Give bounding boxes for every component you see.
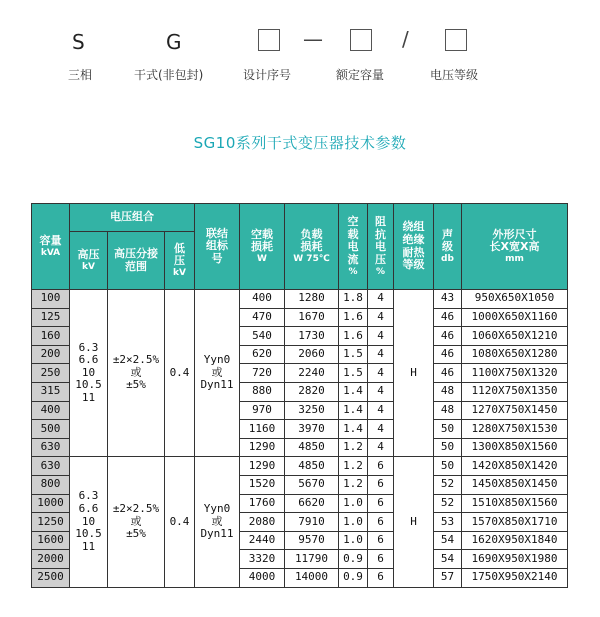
cell-noise: 46 (434, 327, 462, 346)
cell-dimensions: 1100X750X1320 (462, 364, 568, 383)
cell-capacity: 160 (32, 327, 70, 346)
header-load-loss (285, 204, 339, 290)
cell-no-load-loss: 1160 (240, 420, 285, 439)
cell-capacity: 200 (32, 345, 70, 364)
header-lv (165, 232, 195, 290)
cell-load-loss: 1730 (285, 327, 339, 346)
cell-dimensions: 1280X750X1530 (462, 420, 568, 439)
header-dimensions-label: 外形尺寸 (492, 227, 537, 241)
header-no-load-loss (240, 204, 285, 290)
cell-no-load-current: 1.2 (339, 457, 368, 476)
header-noise-label: 声级 (442, 227, 453, 254)
cell-tap-range: ±2×2.5% 或 ±5% (108, 457, 165, 587)
cell-load-loss: 2240 (285, 364, 339, 383)
cell-no-load-current: 1.6 (339, 308, 368, 327)
cell-dimensions: 950X650X1050 (462, 290, 568, 309)
cell-noise: 48 (434, 382, 462, 401)
cell-impedance: 4 (368, 327, 394, 346)
header-dimensions-sub: 长X宽X高 (489, 240, 540, 254)
code-label-design-number: 设计序号 (243, 68, 292, 82)
model-code-legend (0, 0, 600, 95)
cell-no-load-current: 1.4 (339, 401, 368, 420)
cell-hv-voltages: 6.3 6.6 10 10.5 11 (70, 457, 108, 587)
cell-capacity: 1000 (32, 494, 70, 513)
cell-load-loss: 3250 (285, 401, 339, 420)
cell-impedance: 4 (368, 308, 394, 327)
cell-impedance: 4 (368, 438, 394, 457)
cell-lv: 0.4 (165, 457, 195, 587)
cell-noise: 50 (434, 420, 462, 439)
header-load-loss-label: 负载损耗 (300, 227, 323, 254)
code-label-voltage-class: 电压等级 (430, 68, 479, 82)
header-impedance-label: 阻抗电压 (375, 215, 386, 266)
code-letter-s: S (72, 30, 85, 54)
cell-impedance: 6 (368, 494, 394, 513)
header-connection (195, 204, 240, 290)
header-connection-label: 联结组标号 (206, 226, 228, 265)
cell-impedance: 6 (368, 531, 394, 550)
cell-impedance: 4 (368, 401, 394, 420)
cell-no-load-loss: 620 (240, 345, 285, 364)
code-separator-slash: / (402, 27, 409, 51)
cell-connection: Yyn0 或 Dyn11 (195, 290, 240, 457)
cell-dimensions: 1270X750X1450 (462, 401, 568, 420)
cell-impedance: 6 (368, 475, 394, 494)
cell-no-load-loss: 540 (240, 327, 285, 346)
cell-insulation: H (394, 457, 434, 587)
cell-impedance: 4 (368, 290, 394, 309)
cell-no-load-loss: 470 (240, 308, 285, 327)
cell-no-load-loss: 1760 (240, 494, 285, 513)
cell-no-load-current: 1.0 (339, 494, 368, 513)
header-impedance (368, 204, 394, 290)
cell-load-loss: 14000 (285, 568, 339, 587)
cell-noise: 52 (434, 494, 462, 513)
code-box-design-number (258, 29, 280, 51)
header-voltage-group: 电压组合 (70, 204, 195, 232)
cell-noise: 53 (434, 513, 462, 532)
cell-load-loss: 5670 (285, 475, 339, 494)
cell-capacity: 100 (32, 290, 70, 309)
code-box-voltage (445, 29, 467, 51)
cell-impedance: 6 (368, 457, 394, 476)
cell-impedance: 6 (368, 550, 394, 569)
cell-no-load-current: 0.9 (339, 550, 368, 569)
header-no-load-current-unit: % (348, 266, 358, 277)
cell-capacity: 1600 (32, 531, 70, 550)
cell-capacity: 1250 (32, 513, 70, 532)
code-letter-g: G (166, 30, 182, 54)
cell-capacity: 400 (32, 401, 70, 420)
header-noise (434, 204, 462, 290)
cell-impedance: 4 (368, 364, 394, 383)
cell-noise: 57 (434, 568, 462, 587)
cell-no-load-current: 1.6 (339, 327, 368, 346)
header-lv-label: 低压 (174, 241, 185, 268)
cell-dimensions: 1510X850X1560 (462, 494, 568, 513)
cell-no-load-loss: 2080 (240, 513, 285, 532)
header-no-load-current (339, 204, 368, 290)
cell-capacity: 315 (32, 382, 70, 401)
header-no-load-current-label: 空载电流 (347, 215, 359, 266)
cell-noise: 48 (434, 401, 462, 420)
cell-no-load-loss: 880 (240, 382, 285, 401)
cell-load-loss: 1670 (285, 308, 339, 327)
cell-load-loss: 2060 (285, 345, 339, 364)
cell-no-load-loss: 970 (240, 401, 285, 420)
cell-noise: 50 (434, 457, 462, 476)
cell-dimensions: 1570X850X1710 (462, 513, 568, 532)
table-row (32, 457, 568, 476)
header-hv-unit: kV (82, 261, 95, 272)
cell-noise: 50 (434, 438, 462, 457)
cell-impedance: 6 (368, 568, 394, 587)
header-insulation (394, 204, 434, 290)
cell-no-load-current: 1.0 (339, 513, 368, 532)
header-capacity-label: 容量 (39, 234, 62, 247)
cell-capacity: 125 (32, 308, 70, 327)
cell-load-loss: 2820 (285, 382, 339, 401)
cell-no-load-loss: 1520 (240, 475, 285, 494)
cell-capacity: 250 (32, 364, 70, 383)
cell-dimensions: 1120X750X1350 (462, 382, 568, 401)
table-title: SG10系列干式变压器技术参数 (193, 134, 407, 152)
header-no-load-loss-label: 空载损耗 (251, 227, 273, 254)
cell-impedance: 6 (368, 513, 394, 532)
code-label-dry-type: 干式(非包封) (134, 68, 204, 82)
cell-dimensions: 1750X950X2140 (462, 568, 568, 587)
cell-connection: Yyn0 或 Dyn11 (195, 457, 240, 587)
cell-dimensions: 1420X850X1420 (462, 457, 568, 476)
cell-noise: 54 (434, 550, 462, 569)
cell-capacity: 630 (32, 438, 70, 457)
cell-no-load-loss: 1290 (240, 438, 285, 457)
cell-impedance: 4 (368, 345, 394, 364)
cell-no-load-loss: 2440 (240, 531, 285, 550)
cell-noise: 46 (434, 364, 462, 383)
cell-no-load-loss: 4000 (240, 568, 285, 587)
cell-noise: 52 (434, 475, 462, 494)
cell-no-load-current: 1.5 (339, 364, 368, 383)
cell-insulation: H (394, 290, 434, 457)
cell-dimensions: 1620X950X1840 (462, 531, 568, 550)
cell-tap-range: ±2×2.5% 或 ±5% (108, 290, 165, 457)
cell-lv: 0.4 (165, 290, 195, 457)
header-lv-unit: kV (173, 267, 186, 278)
header-insulation-label: 绕组绝缘耐热等级 (402, 220, 425, 272)
cell-no-load-current: 1.4 (339, 382, 368, 401)
cell-dimensions: 1000X650X1160 (462, 308, 568, 327)
code-label-rated-capacity: 额定容量 (336, 68, 385, 82)
cell-load-loss: 3970 (285, 420, 339, 439)
cell-no-load-current: 0.9 (339, 568, 368, 587)
header-no-load-loss-unit: W (257, 253, 267, 264)
cell-no-load-current: 1.8 (339, 290, 368, 309)
table-row (32, 290, 568, 309)
cell-dimensions: 1690X950X1980 (462, 550, 568, 569)
code-separator-dash: — (303, 27, 323, 51)
cell-no-load-loss: 400 (240, 290, 285, 309)
header-dimensions-unit: mm (505, 253, 524, 264)
cell-capacity: 800 (32, 475, 70, 494)
cell-no-load-current: 1.2 (339, 438, 368, 457)
header-tap-label: 高压分接范围 (113, 246, 158, 273)
header-noise-unit: db (441, 253, 454, 264)
header-capacity (32, 204, 70, 290)
cell-load-loss: 11790 (285, 550, 339, 569)
cell-no-load-current: 1.0 (339, 531, 368, 550)
cell-dimensions: 1060X650X1210 (462, 327, 568, 346)
header-tap (108, 232, 165, 290)
cell-noise: 54 (434, 531, 462, 550)
header-hv (70, 232, 108, 290)
header-hv-label: 高压 (77, 248, 100, 261)
cell-load-loss: 4850 (285, 457, 339, 476)
cell-no-load-current: 1.5 (339, 345, 368, 364)
spec-table-body (32, 290, 568, 588)
cell-no-load-loss: 3320 (240, 550, 285, 569)
header-impedance-unit: % (375, 266, 386, 277)
header-load-loss-unit: W 75℃ (293, 253, 330, 264)
cell-load-loss: 1280 (285, 290, 339, 309)
cell-dimensions: 1080X650X1280 (462, 345, 568, 364)
header-dimensions (462, 204, 568, 290)
code-box-capacity (350, 29, 372, 51)
cell-load-loss: 4850 (285, 438, 339, 457)
spec-table (31, 203, 568, 588)
cell-impedance: 4 (368, 420, 394, 439)
cell-capacity: 2500 (32, 568, 70, 587)
cell-noise: 46 (434, 345, 462, 364)
cell-impedance: 4 (368, 382, 394, 401)
cell-capacity: 500 (32, 420, 70, 439)
header-capacity-unit: kVA (40, 247, 61, 258)
cell-load-loss: 9570 (285, 531, 339, 550)
cell-noise: 46 (434, 308, 462, 327)
cell-hv-voltages: 6.3 6.6 10 10.5 11 (70, 290, 108, 457)
code-label-three-phase: 三相 (68, 68, 93, 82)
cell-capacity: 630 (32, 457, 70, 476)
cell-noise: 43 (434, 290, 462, 309)
cell-no-load-loss: 720 (240, 364, 285, 383)
cell-load-loss: 7910 (285, 513, 339, 532)
cell-no-load-current: 1.4 (339, 420, 368, 439)
cell-load-loss: 6620 (285, 494, 339, 513)
cell-no-load-loss: 1290 (240, 457, 285, 476)
cell-dimensions: 1450X850X1450 (462, 475, 568, 494)
cell-capacity: 2000 (32, 550, 70, 569)
cell-no-load-current: 1.2 (339, 475, 368, 494)
cell-dimensions: 1300X850X1560 (462, 438, 568, 457)
